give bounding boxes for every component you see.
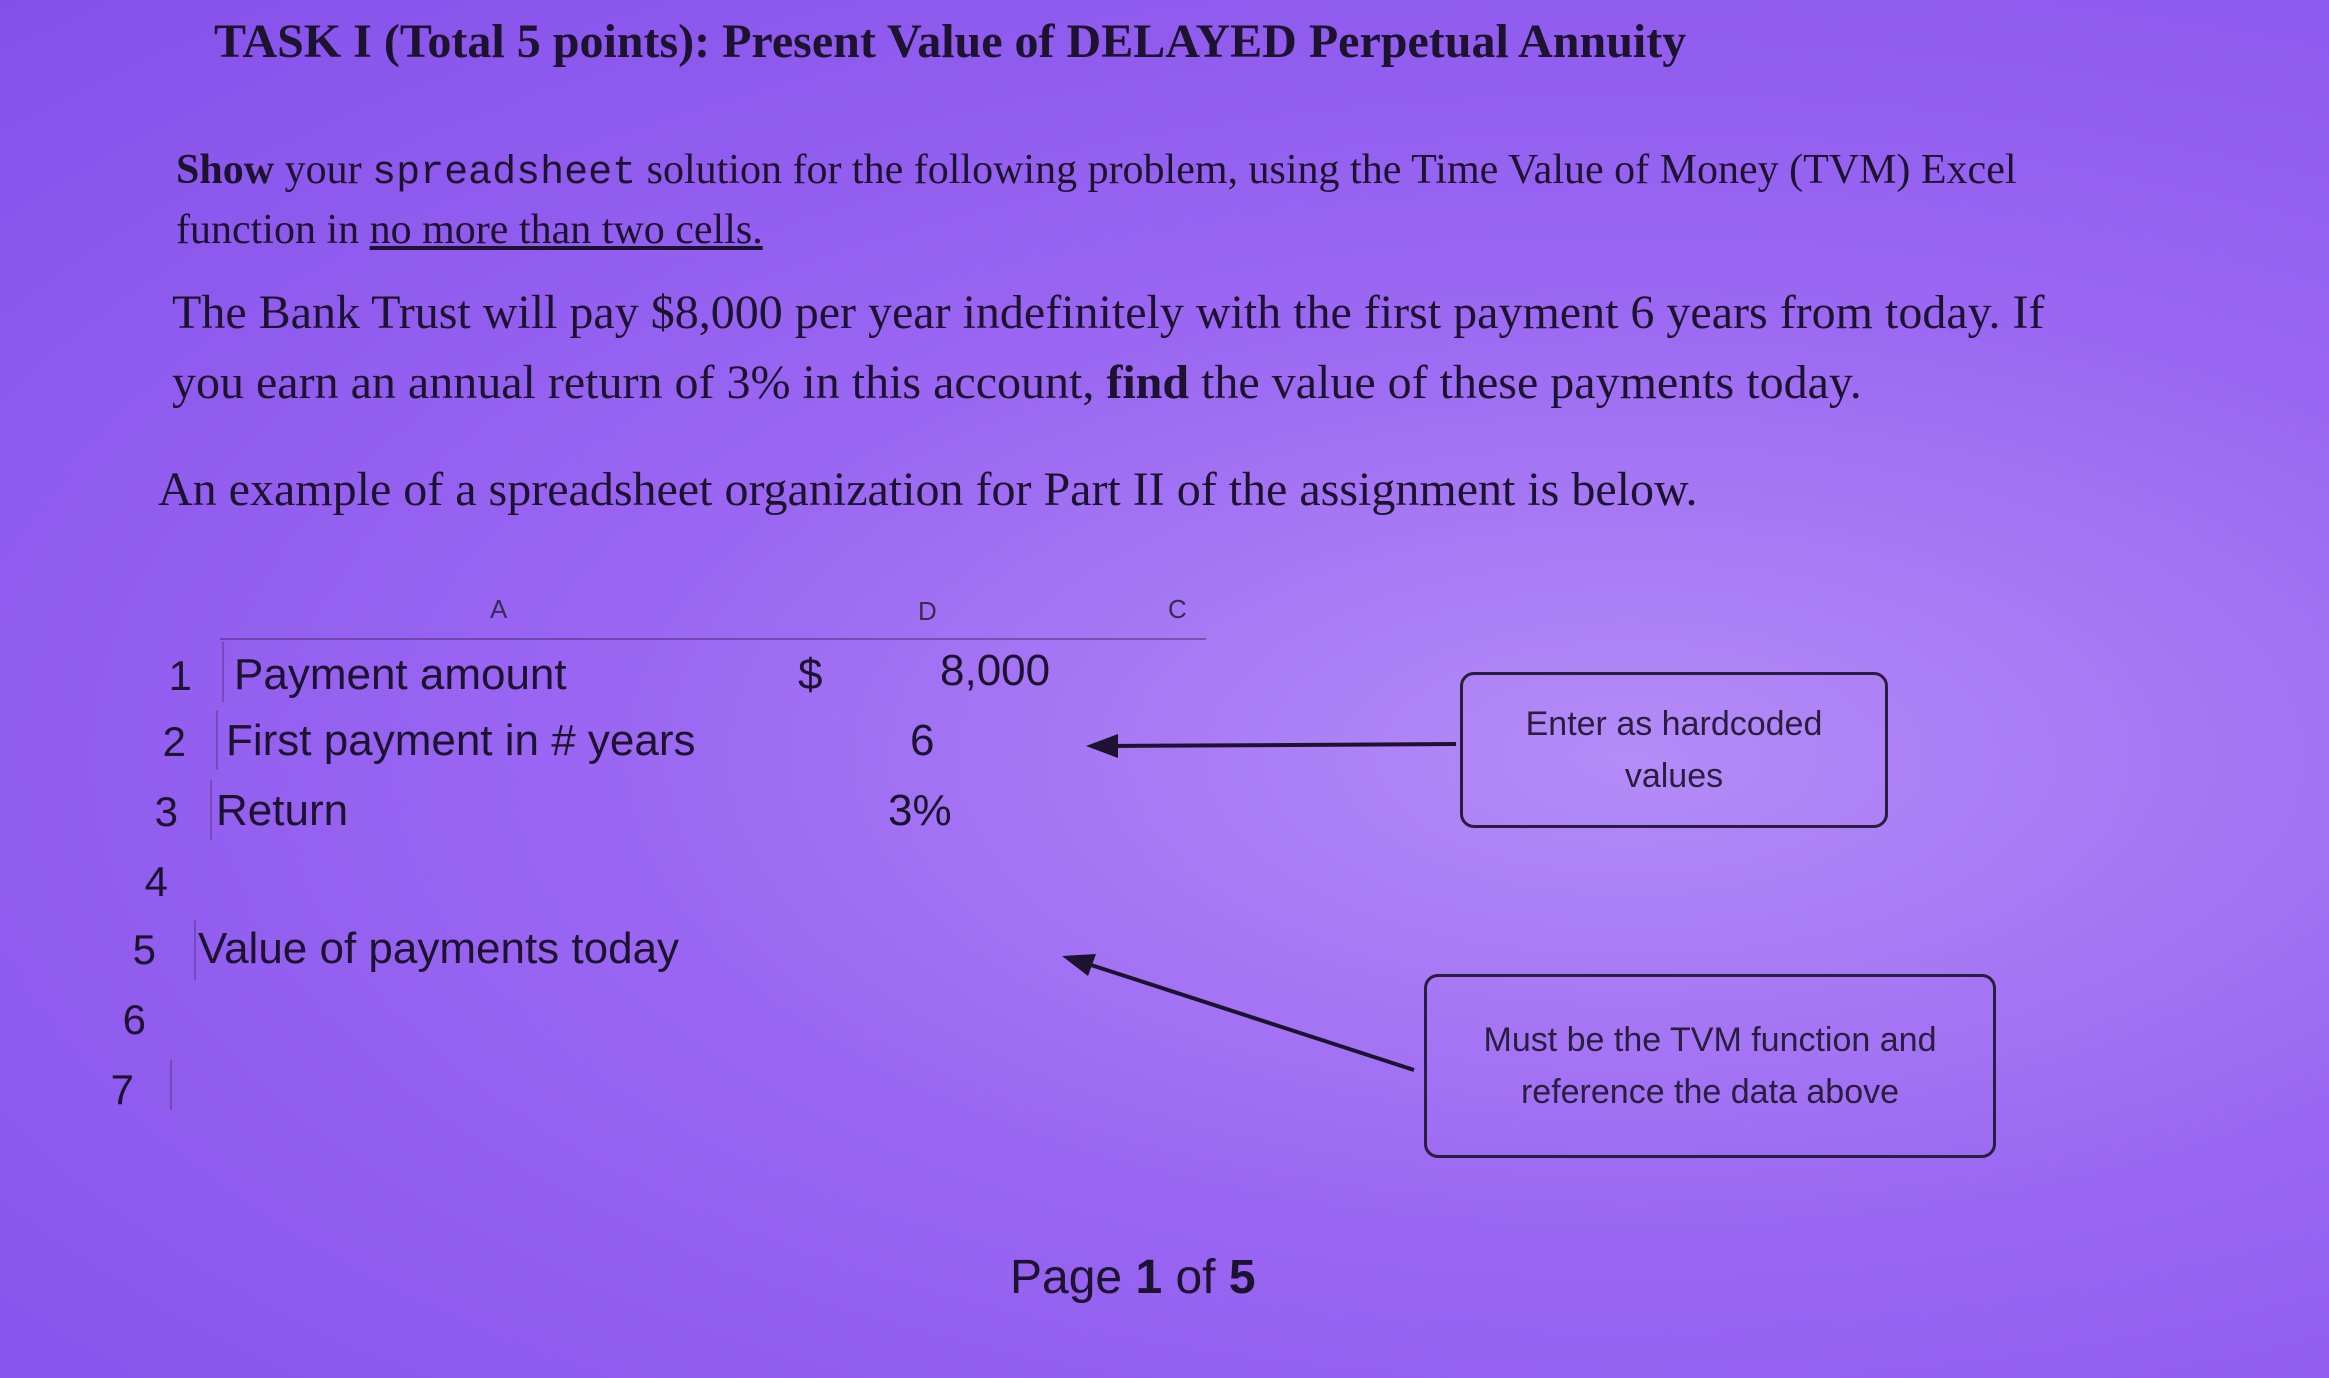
find-word: find	[1106, 356, 1190, 409]
row-number-7: 7	[110, 1066, 134, 1113]
page-word: Page	[1010, 1251, 1136, 1304]
label-value-today: Value of payments today	[198, 924, 680, 973]
row-number-3: 3	[154, 788, 178, 835]
example-note: An example of a spreadsheet organization for Part II of the assignment is below.	[158, 463, 1698, 516]
task-title: TASK I (Total 5 points): Present Value of DELAYED Perpetual Annuity	[214, 15, 1687, 68]
your-word: your	[274, 147, 373, 193]
hardcoded-callout-line-2: values	[1624, 757, 1724, 795]
dollar-sign: $	[798, 650, 823, 699]
instructions-text-1: solution for the following problem, using the Time Value of Money (TVM) Excel	[636, 147, 2017, 193]
spreadsheet-word: spreadsheet	[372, 151, 637, 196]
page-number: 1	[1135, 1251, 1163, 1304]
page-total: 5	[1228, 1251, 1256, 1304]
column-header-d: D	[918, 596, 937, 626]
column-header-a: A	[490, 594, 508, 624]
tvm-arrow-line	[1088, 964, 1414, 1070]
label-payment-amount: Payment amount	[234, 650, 567, 699]
tvm-callout-line-2: reference the data above	[1520, 1073, 1900, 1111]
instructions-text-2: function in	[176, 207, 370, 253]
value-payment-amount: 8,000	[940, 646, 1051, 695]
problem-line-1: The Bank Trust will pay $8,000 per year indefinitely with the first payment 6 years from today. If	[172, 286, 2045, 339]
value-return: 3%	[888, 786, 952, 835]
hardcoded-callout	[1460, 672, 1888, 828]
hardcoded-arrow-head	[1086, 734, 1118, 758]
show-word: Show	[176, 147, 275, 193]
row-number-4: 4	[144, 858, 168, 905]
tvm-arrow-head	[1062, 954, 1096, 976]
problem-text-2a: you earn an annual return of 3% in this account,	[172, 356, 1107, 409]
column-header-c: C	[1168, 594, 1187, 624]
hardcoded-callout-line-1: Enter as hardcoded	[1525, 705, 1823, 743]
row-number-6: 6	[122, 996, 146, 1043]
two-cells-requirement: no more than two cells.	[369, 207, 763, 253]
tvm-callout	[1424, 974, 1996, 1158]
page-of: of	[1162, 1251, 1229, 1304]
page-indicator	[1010, 1250, 1256, 1305]
value-first-payment-years: 6	[910, 716, 935, 765]
label-first-payment-years: First payment in # years	[226, 716, 696, 765]
hardcoded-arrow-line	[1108, 744, 1456, 746]
label-return: Return	[216, 786, 349, 835]
row-number-1: 1	[168, 652, 192, 699]
tvm-callout-line-1: Must be the TVM function and	[1483, 1021, 1937, 1059]
row-number-5: 5	[132, 926, 156, 973]
row-number-2: 2	[162, 718, 186, 765]
problem-text-2b: the value of these payments today.	[1189, 356, 1862, 409]
